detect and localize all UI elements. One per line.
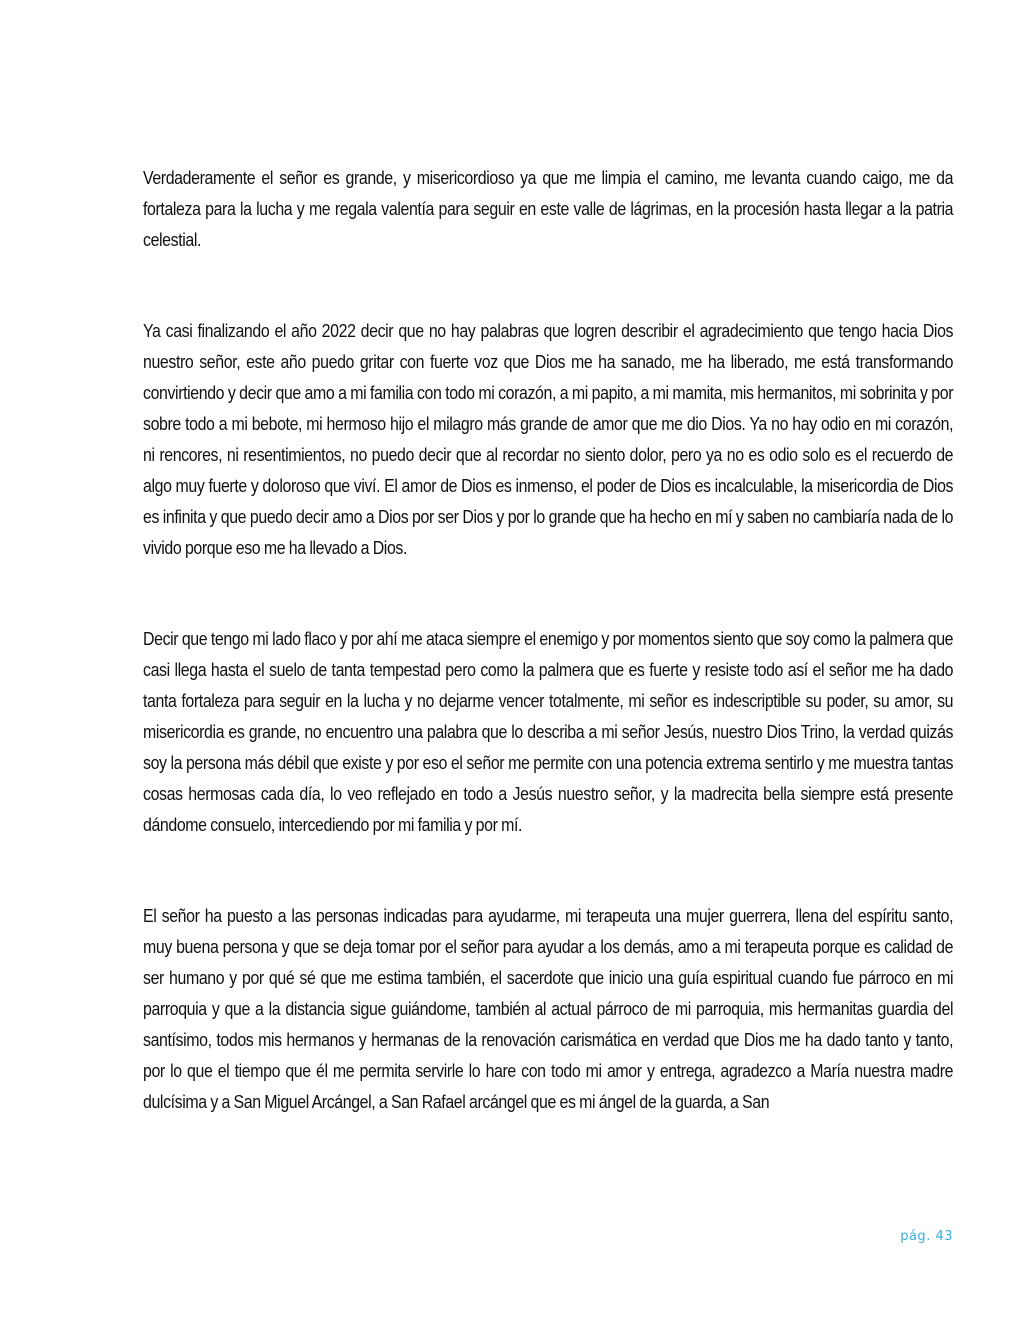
page-number: pág. 43 bbox=[900, 1229, 953, 1244]
paragraph-1: Verdaderamente el señor es grande, y misericordioso ya que me limpia el camino, me levanta cuando caigo, me da fortaleza para la lucha y me regala valentía para seguir en este valle de lágrimas, en la procesión hasta llegar a la patria celestial. bbox=[143, 167, 954, 250]
paragraph-4: El señor ha puesto a las personas indicadas para ayudarme, mi terapeuta una mujer guerrera, llena del espíritu santo, muy buena persona y que se deja tomar por el señor para ayudar a los demás, amo a mi terapeuta porque es calidad de ser humano y por qué sé que me estima también, el sacerdote que inicio una guía espiritual cuando fue párroco en mi parroquia y que a la distancia sigue guiándome, también al actual párroco de mi parroquia, mis hermanitas guardia del santísimo, todos mis hermanos y hermanas de la renovación carismática en verdad que Dios me ha dado tanto y tanto, por lo que el tiempo que él me permita servirle lo hare con todo mi amor y entrega, agradezco a María nuestra madre dulcísima y a San Miguel Arcángel, a San Rafael arcángel que es mi ángel de la guarda, a San bbox=[143, 905, 954, 1112]
paragraph-3: Decir que tengo mi lado flaco y por ahí me ataca siempre el enemigo y por momentos siento que soy como la palmera que casi llega hasta el suelo de tanta tempestad pero como la palmera que es fuerte y resiste todo así el señor me ha dado tanta fortaleza para seguir en la lucha y no dejarme vencer totalmente, mi señor es indescriptible su poder, su amor, su misericordia es grande, no encuentro una palabra que lo describa a mi señor Jesús, nuestro Dios Trino, la verdad quizás soy la persona más débil que existe y por eso el señor me permite con una potencia extrema sentirlo y me muestra tantas cosas hermosas cada día, lo veo reflejado en todo a Jesús nuestro señor, y la madrecita bella siempre está presente dándome consuelo, intercediendo por mi familia y por mí. bbox=[143, 628, 954, 835]
body-text bbox=[143, 162, 953, 1117]
paragraph-2: Ya casi finalizando el año 2022 decir que no hay palabras que logren describir el agradecimiento que tengo hacia Dios nuestro señor, este año puedo gritar con fuerte voz que Dios me ha sanado, me ha liberado, me está transformando convirtiendo y decir que amo a mi familia con todo mi corazón, a mi papito, a mi mamita, mis hermanitos, mi sobrinita y por sobre todo a mi bebote, mi hermoso hijo el milagro más grande de amor que me dio Dios. Ya no hay odio en mi corazón, ni rencores, ni resentimientos, no puedo decir que al recordar no siento dolor, pero ya no es odio solo es el recuerdo de algo muy fuerte y doloroso que viví. El amor de Dios es inmenso, el poder de Dios es incalculable, la misericordia de Dios es infinita y que puedo decir amo a Dios por ser Dios y por lo grande que ha hecho en mí y saben no cambiaría nada de lo vivido porque eso me ha llevado a Dios. bbox=[143, 320, 954, 558]
